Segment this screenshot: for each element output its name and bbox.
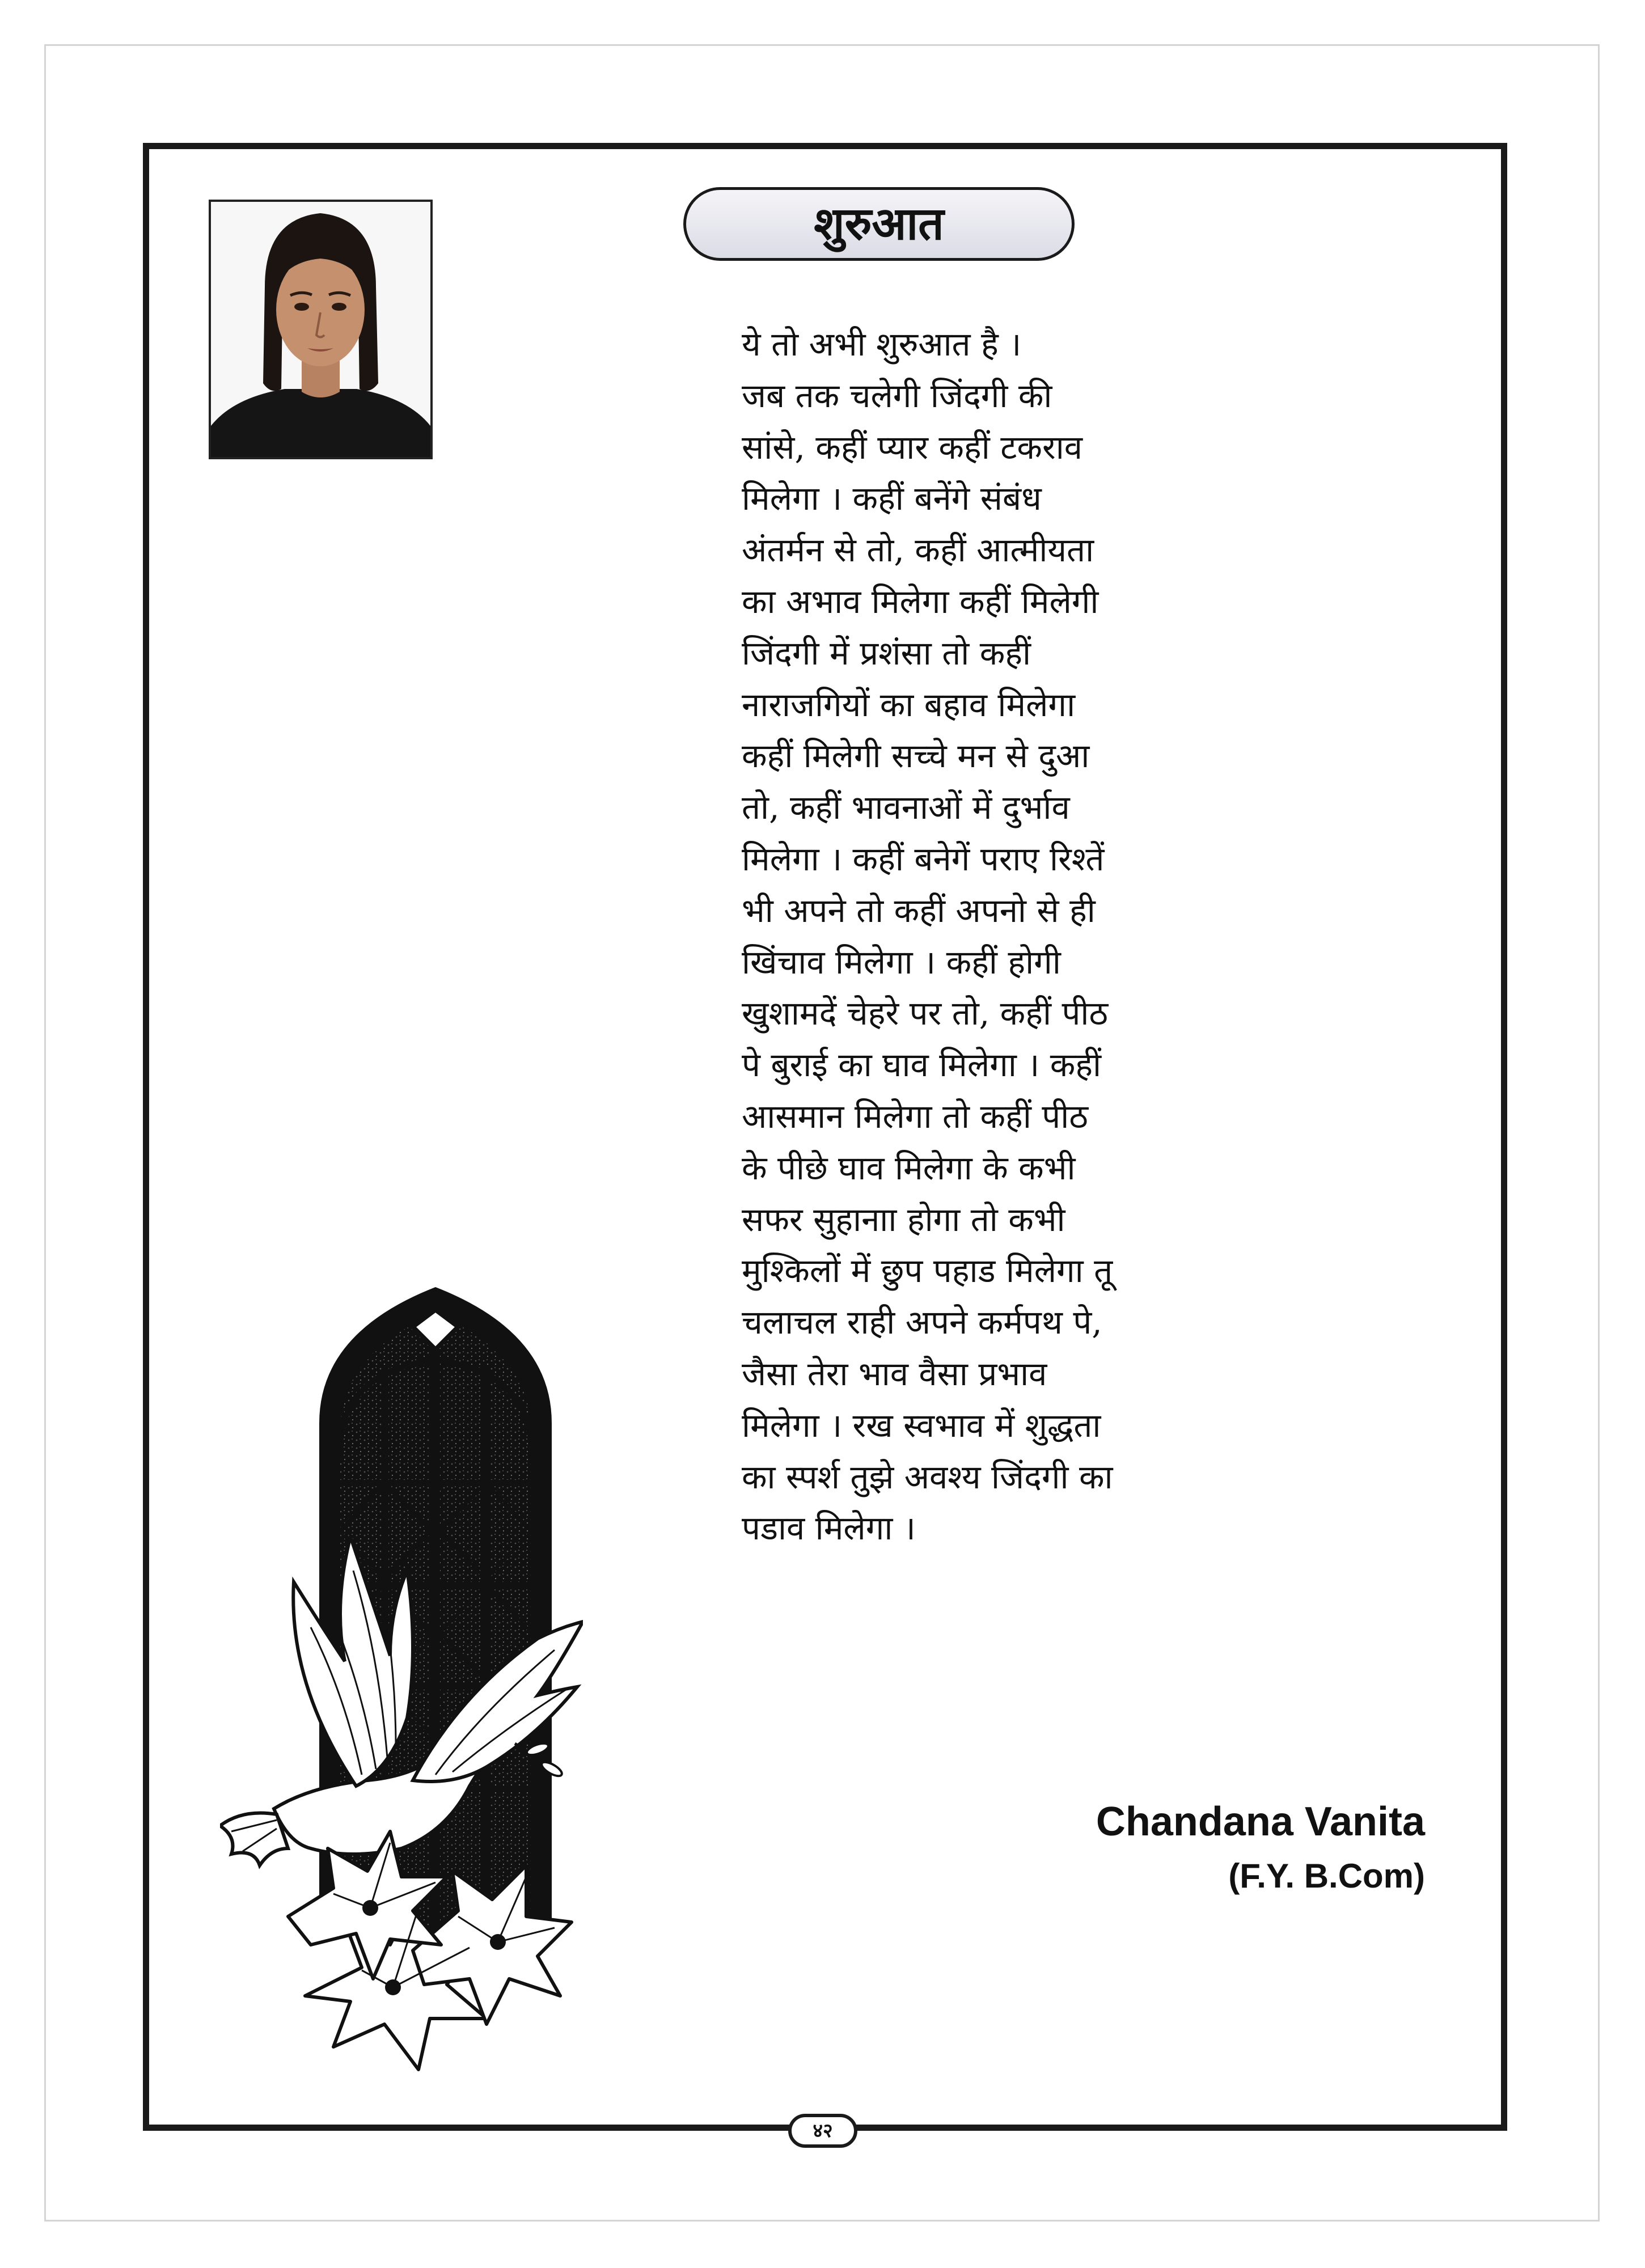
author-photo	[209, 200, 433, 459]
page-title: शुरुआत	[814, 197, 944, 250]
poem-line: खुशामदें चेहरे पर तो, कहीं पीठ	[742, 994, 1109, 1033]
poem-line: का अभाव मिलेगा कहीं मिलेगी	[742, 582, 1099, 621]
poem-line: के पीछे घाव मिलेगा के कभी	[742, 1148, 1076, 1187]
poem-line: सफर सुहानाा होगा तो कभी	[742, 1200, 1065, 1239]
poem-body	[742, 319, 1252, 1554]
poem-line: पडाव मिलेगा ।	[742, 1509, 916, 1548]
poem-line: जब तक चलेगी जिंदगी की	[742, 376, 1052, 415]
page-number-badge	[788, 2114, 857, 2148]
author-class: (F.Y. B.Com)	[1228, 1857, 1425, 1895]
poem-line: जिंदगी में प्रशंसा तो कहीं	[742, 633, 1031, 672]
poem-line: मिलेगा । कहीं बनेगें पराए रिश्तें	[742, 839, 1105, 878]
poem-line: आसमान मिलेगा तो कहीं पीठ	[742, 1097, 1088, 1136]
poem-line: तो, कहीं भावनाओं में दुर्भाव	[742, 788, 1070, 827]
poem-line: जैसा तेरा भाव वैसा प्रभाव	[742, 1354, 1047, 1393]
dove-window-illustration	[220, 1287, 583, 2075]
poem-line: मुश्किलों में छुप पहाड मिलेगा तू	[742, 1251, 1113, 1290]
title-banner	[683, 187, 1075, 261]
poem-line: चलाचल राही अपने कर्मपथ पे,	[742, 1303, 1102, 1342]
author-name: Chandana Vanita	[1096, 1799, 1425, 1844]
poem-line: अंतर्मन से तो, कहीं आत्मीयता	[742, 531, 1094, 570]
author-credit	[1096, 1796, 1425, 1902]
poem-line: ये तो अभी शुरुआत है ।	[742, 325, 1022, 363]
poem-line: नाराजगियों का बहाव मिलेगा	[742, 685, 1076, 724]
poem-line: पे बुराई का घाव मिलेगा । कहीं	[742, 1046, 1102, 1085]
poem-line: सांसे, कहीं प्यार कहीं टकराव	[742, 428, 1082, 467]
poem-line: का स्पर्श तुझे अवश्य जिंदगी का	[742, 1457, 1113, 1496]
poem-line: मिलेगा । रख स्वभाव में शुद्धता	[742, 1406, 1101, 1445]
poem-line: खिंचाव मिलेगा । कहीं होगी	[742, 942, 1061, 981]
poem-line: मिलेगा । कहीं बनेंगे संबंध	[742, 479, 1042, 518]
page-number: ४२	[813, 2119, 833, 2142]
poem-line: कहीं मिलेगी सच्चे मन से दुआ	[742, 737, 1090, 776]
poem-line: भी अपने तो कहीं अपनो से ही	[742, 891, 1096, 930]
